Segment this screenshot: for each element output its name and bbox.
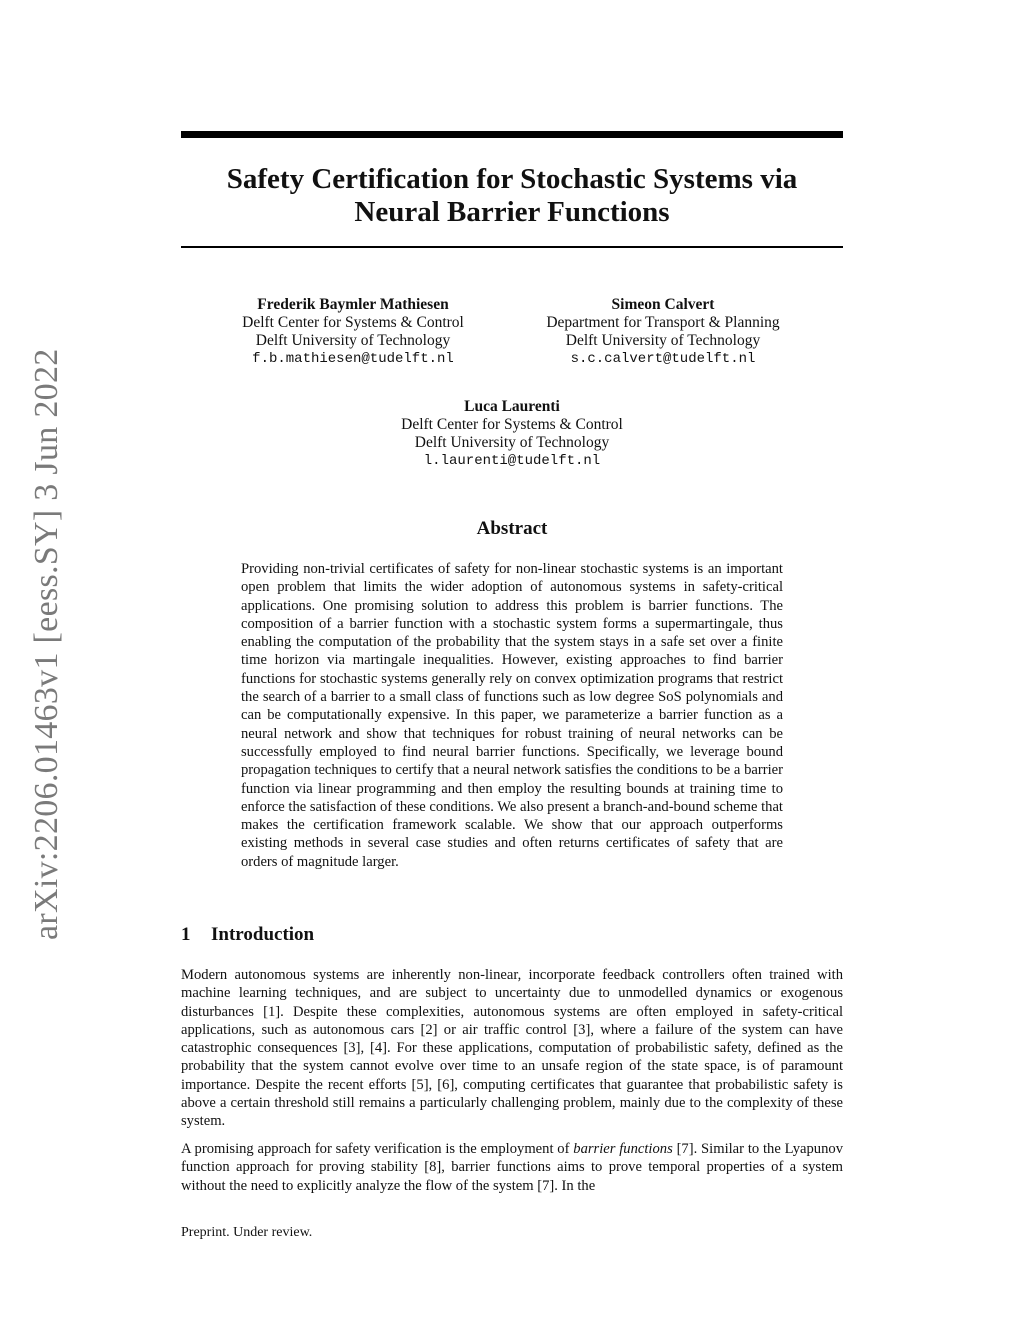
- author-email: f.b.mathiesen@tudelft.nl: [252, 351, 454, 367]
- author-affiliation: Delft University of Technology: [414, 434, 610, 451]
- author-block-calvert: [513, 296, 813, 368]
- abstract-text: Providing non-trivial certificates of safety for non-linear stochastic systems is an important open problem that limits the wider adoption of autonomous systems in safety-critical applications. One promising solution to address this problem is barrier functions. The composition of a barrier function with a stochastic system forms a supermartingale, thus enabling the computation of the probability that the system stays in a safe set over a finite time horizon via martingale inequalities. However, existing approaches to find barrier functions for stochastic systems generally rely on convex optimization programs that restrict the search of a barrier to a small class of functions such as low degree SoS polynomials and can be computationally expensive. In this paper, we parameterize a barrier function as a neural network and show that techniques for robust training of neural networks can be successfully employed to find neural barrier functions. Specifically, we leverage bound propagation techniques to certify that a neural network satisfies the conditions to be a barrier function via linear programming and then employ the resulting bounds at training time to enforce the satisfaction of these conditions. We also present a branch-and-bound scheme that makes the certification framework scalable. We show that our approach outperforms existing methods in several case studies and often returns certificates of safety that are orders of magnitude larger.: [241, 561, 783, 870]
- preprint-footer: Preprint. Under review.: [181, 1225, 313, 1240]
- author-block-laurenti: [362, 398, 662, 470]
- title-top-rule: [181, 131, 843, 138]
- author-name: Luca Laurenti: [464, 398, 560, 415]
- author-email: s.c.calvert@tudelft.nl: [570, 351, 756, 367]
- author-email: l.laurenti@tudelft.nl: [423, 453, 601, 469]
- section-heading: [181, 924, 314, 946]
- intro-text: [7]. Similar to the Lyapunov function approach for proving stability [8], barrier functions aims to prove temporal properties of a system without the need to explicitly analyze the flow of the system [7]. In the: [181, 1141, 843, 1194]
- author-name: Simeon Calvert: [611, 296, 715, 313]
- intro-paragraph-1: Modern autonomous systems are inherently non-linear, incorporate feedback controllers often trained with machine learning techniques, and are subject to uncertainty due to unmodelled dynamics or exogenous disturbances [1]. Despite these complexities, autonomous systems are often employed in safety-critical applications, such as autonomous cars [2] or air traffic control [3], where a failure of the system can have catastrophic consequences [3], [4]. For these applications, computation of probabilistic safety, defined as the probability that the system cannot evolve over time to an unsafe region of the state space, is of paramount importance. Despite the recent efforts [5], [6], computing certificates that guarantee that probabilistic safety is above a certain threshold still remains a particularly challenging problem, mainly due to the complexity of these system.: [181, 967, 843, 1130]
- author-affiliation: Department for Transport & Planning: [546, 314, 780, 331]
- section-title: Introduction: [211, 924, 315, 945]
- section-number: 1: [181, 924, 191, 945]
- author-affiliation: Delft Center for Systems & Control: [242, 314, 464, 331]
- title-bottom-rule: [181, 246, 843, 248]
- author-name: Frederik Baymler Mathiesen: [257, 296, 449, 313]
- arxiv-identifier: arXiv:2206.01463v1 [eess.SY] 3 Jun 2022: [28, 348, 65, 940]
- paper-title: Safety Certification for Stochastic Systems via Neural Barrier Functions: [226, 163, 798, 228]
- author-block-mathiesen: [213, 296, 493, 368]
- author-affiliation: Delft Center for Systems & Control: [401, 416, 623, 433]
- intro-paragraph-2: [181, 1140, 843, 1195]
- intro-text: A promising approach for safety verification is the employment of: [181, 1141, 574, 1157]
- abstract-heading: Abstract: [476, 518, 548, 539]
- author-affiliation: Delft University of Technology: [255, 332, 451, 349]
- intro-emphasis: barrier functions: [573, 1141, 673, 1157]
- author-affiliation: Delft University of Technology: [565, 332, 761, 349]
